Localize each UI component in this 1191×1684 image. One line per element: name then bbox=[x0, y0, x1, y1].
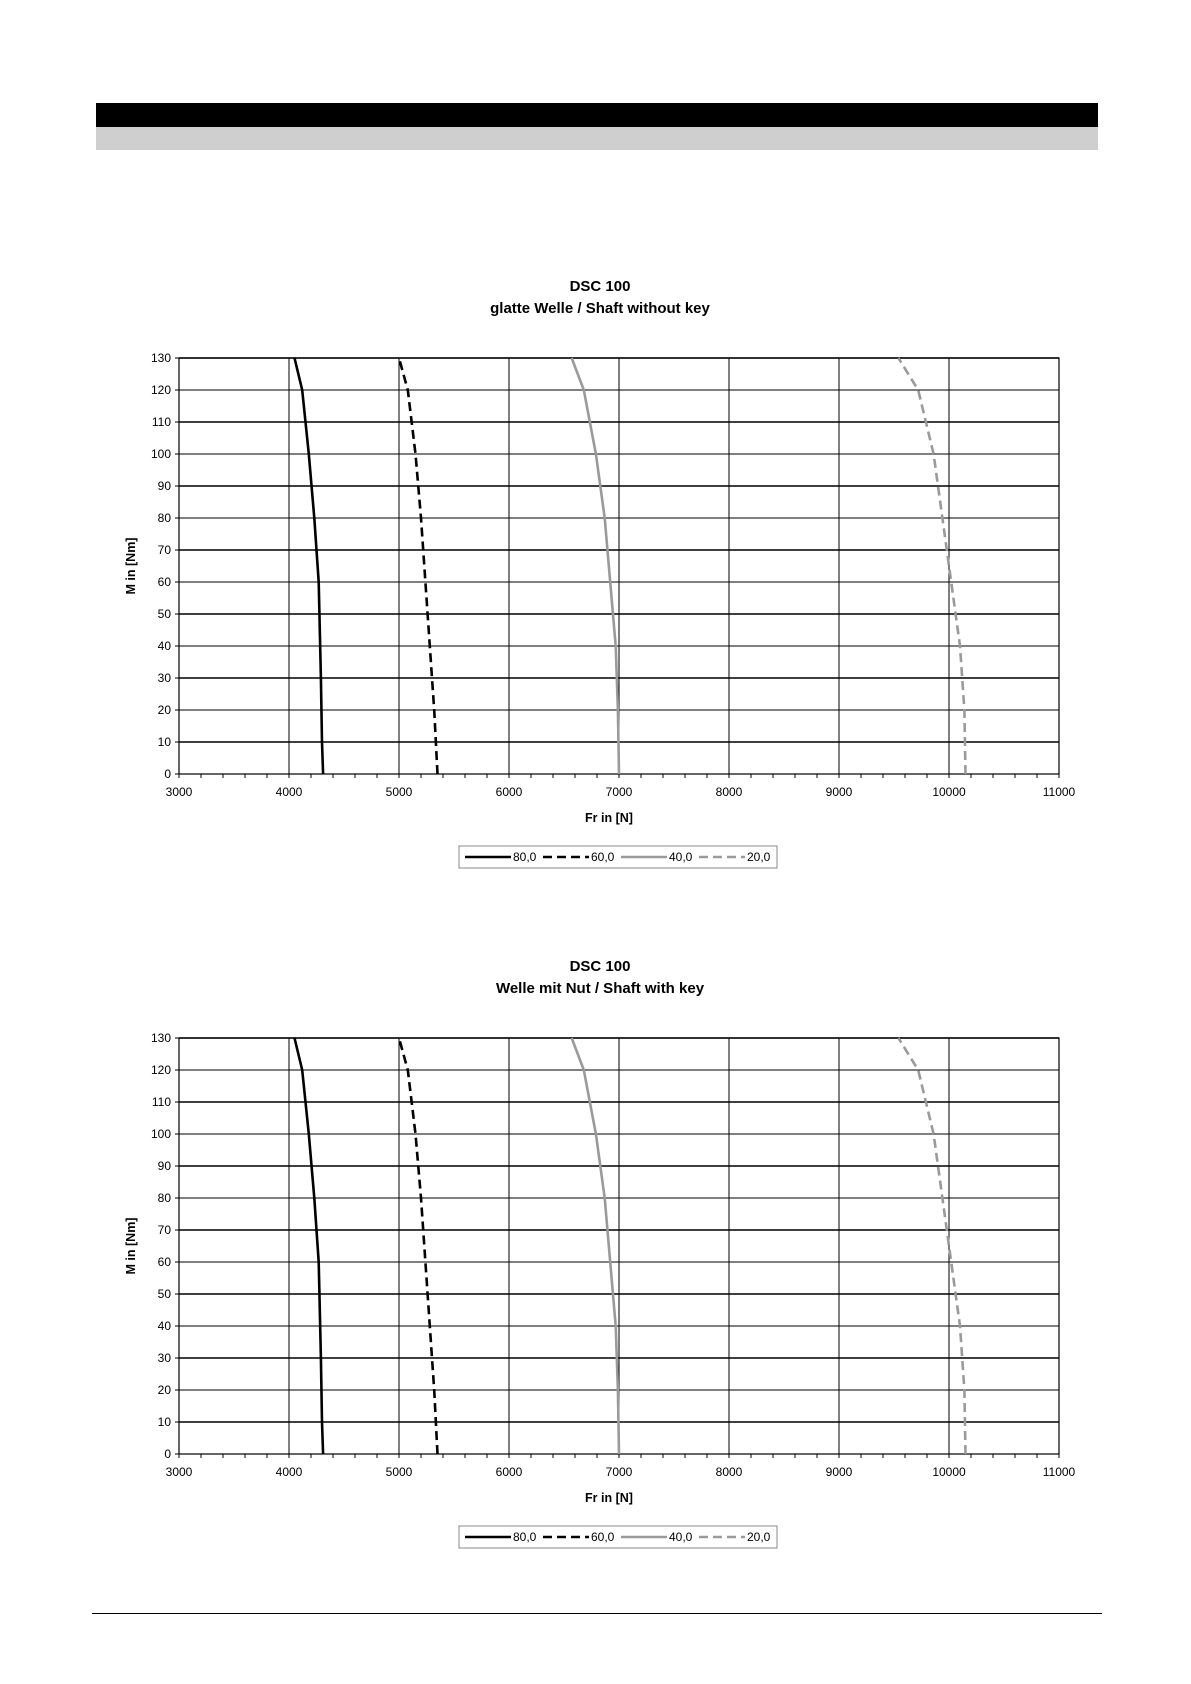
x-tick-label: 10000 bbox=[932, 1465, 966, 1479]
y-tick-label: 60 bbox=[157, 1255, 171, 1269]
y-tick-label: 70 bbox=[157, 1223, 171, 1237]
y-tick-label: 90 bbox=[157, 479, 171, 493]
y-tick-label: 60 bbox=[157, 575, 171, 589]
legend-label: 60,0 bbox=[591, 1530, 615, 1544]
y-tick-label: 50 bbox=[157, 607, 171, 621]
series-line-60-0 bbox=[399, 358, 438, 774]
x-tick-label: 7000 bbox=[605, 785, 633, 799]
series-line-80-0 bbox=[295, 1038, 324, 1454]
x-tick-label: 6000 bbox=[495, 785, 523, 799]
series-line-40-0 bbox=[572, 1038, 619, 1454]
chart-shaft-with-key bbox=[0, 956, 1191, 1556]
chart-shaft-without-key bbox=[0, 276, 1191, 876]
chart-subtitle-line: glatte Welle / Shaft without key bbox=[490, 300, 710, 317]
chart-title-line: DSC 100 bbox=[569, 958, 631, 975]
legend-label: 20,0 bbox=[747, 1530, 771, 1544]
x-tick-label: 10000 bbox=[932, 785, 966, 799]
x-tick-label: 7000 bbox=[605, 1465, 633, 1479]
legend-label: 40,0 bbox=[669, 1530, 693, 1544]
x-axis-title: Fr in [N] bbox=[585, 811, 633, 825]
x-tick-label: 5000 bbox=[385, 1465, 413, 1479]
footer-rule bbox=[92, 1613, 1102, 1614]
x-tick-label: 8000 bbox=[715, 785, 743, 799]
y-tick-label: 90 bbox=[157, 1159, 171, 1173]
chart-subtitle-line: Welle mit Nut / Shaft with key bbox=[495, 980, 705, 997]
y-tick-label: 40 bbox=[157, 639, 171, 653]
y-tick-label: 10 bbox=[157, 735, 171, 749]
series-line-60-0 bbox=[399, 1038, 438, 1454]
x-tick-label: 9000 bbox=[825, 1465, 853, 1479]
y-tick-label: 100 bbox=[150, 1127, 171, 1141]
x-tick-label: 11000 bbox=[1042, 1465, 1076, 1479]
chart-plot bbox=[0, 276, 1191, 876]
chart-title-line: DSC 100 bbox=[569, 278, 631, 295]
x-axis-title: Fr in [N] bbox=[585, 1491, 633, 1505]
series-line-20-0 bbox=[898, 1038, 965, 1454]
y-axis-title: M in [Nm] bbox=[124, 1217, 138, 1275]
y-tick-label: 100 bbox=[150, 447, 171, 461]
legend-label: 20,0 bbox=[747, 850, 771, 864]
series-line-20-0 bbox=[898, 358, 965, 774]
x-tick-label: 8000 bbox=[715, 1465, 743, 1479]
y-tick-label: 130 bbox=[150, 1031, 171, 1045]
y-tick-label: 20 bbox=[157, 703, 171, 717]
x-tick-label: 11000 bbox=[1042, 785, 1076, 799]
y-tick-label: 0 bbox=[164, 767, 171, 781]
x-tick-label: 6000 bbox=[495, 1465, 523, 1479]
y-tick-label: 10 bbox=[157, 1415, 171, 1429]
y-tick-label: 80 bbox=[157, 1191, 171, 1205]
y-axis-title: M in [Nm] bbox=[124, 537, 138, 595]
y-tick-label: 70 bbox=[157, 543, 171, 557]
y-tick-label: 30 bbox=[157, 1351, 171, 1365]
y-tick-label: 40 bbox=[157, 1319, 171, 1333]
legend-label: 40,0 bbox=[669, 850, 693, 864]
legend-label: 80,0 bbox=[513, 1530, 537, 1544]
y-tick-label: 110 bbox=[151, 415, 171, 429]
y-tick-label: 130 bbox=[150, 351, 171, 365]
y-tick-label: 80 bbox=[157, 511, 171, 525]
header-band bbox=[96, 127, 1098, 150]
y-tick-label: 110 bbox=[151, 1095, 171, 1109]
x-tick-label: 4000 bbox=[275, 1465, 303, 1479]
y-tick-label: 20 bbox=[157, 1383, 171, 1397]
chart-plot bbox=[0, 956, 1191, 1556]
series-line-40-0 bbox=[572, 358, 619, 774]
x-tick-label: 3000 bbox=[165, 1465, 193, 1479]
y-tick-label: 120 bbox=[150, 1063, 171, 1077]
y-tick-label: 0 bbox=[164, 1447, 171, 1461]
y-tick-label: 50 bbox=[157, 1287, 171, 1301]
x-tick-label: 5000 bbox=[385, 785, 413, 799]
y-tick-label: 120 bbox=[150, 383, 171, 397]
y-tick-label: 30 bbox=[157, 671, 171, 685]
legend-label: 80,0 bbox=[513, 850, 537, 864]
header-bar bbox=[96, 103, 1098, 127]
legend-label: 60,0 bbox=[591, 850, 615, 864]
x-tick-label: 9000 bbox=[825, 785, 853, 799]
x-tick-label: 4000 bbox=[275, 785, 303, 799]
series-line-80-0 bbox=[295, 358, 324, 774]
x-tick-label: 3000 bbox=[165, 785, 193, 799]
